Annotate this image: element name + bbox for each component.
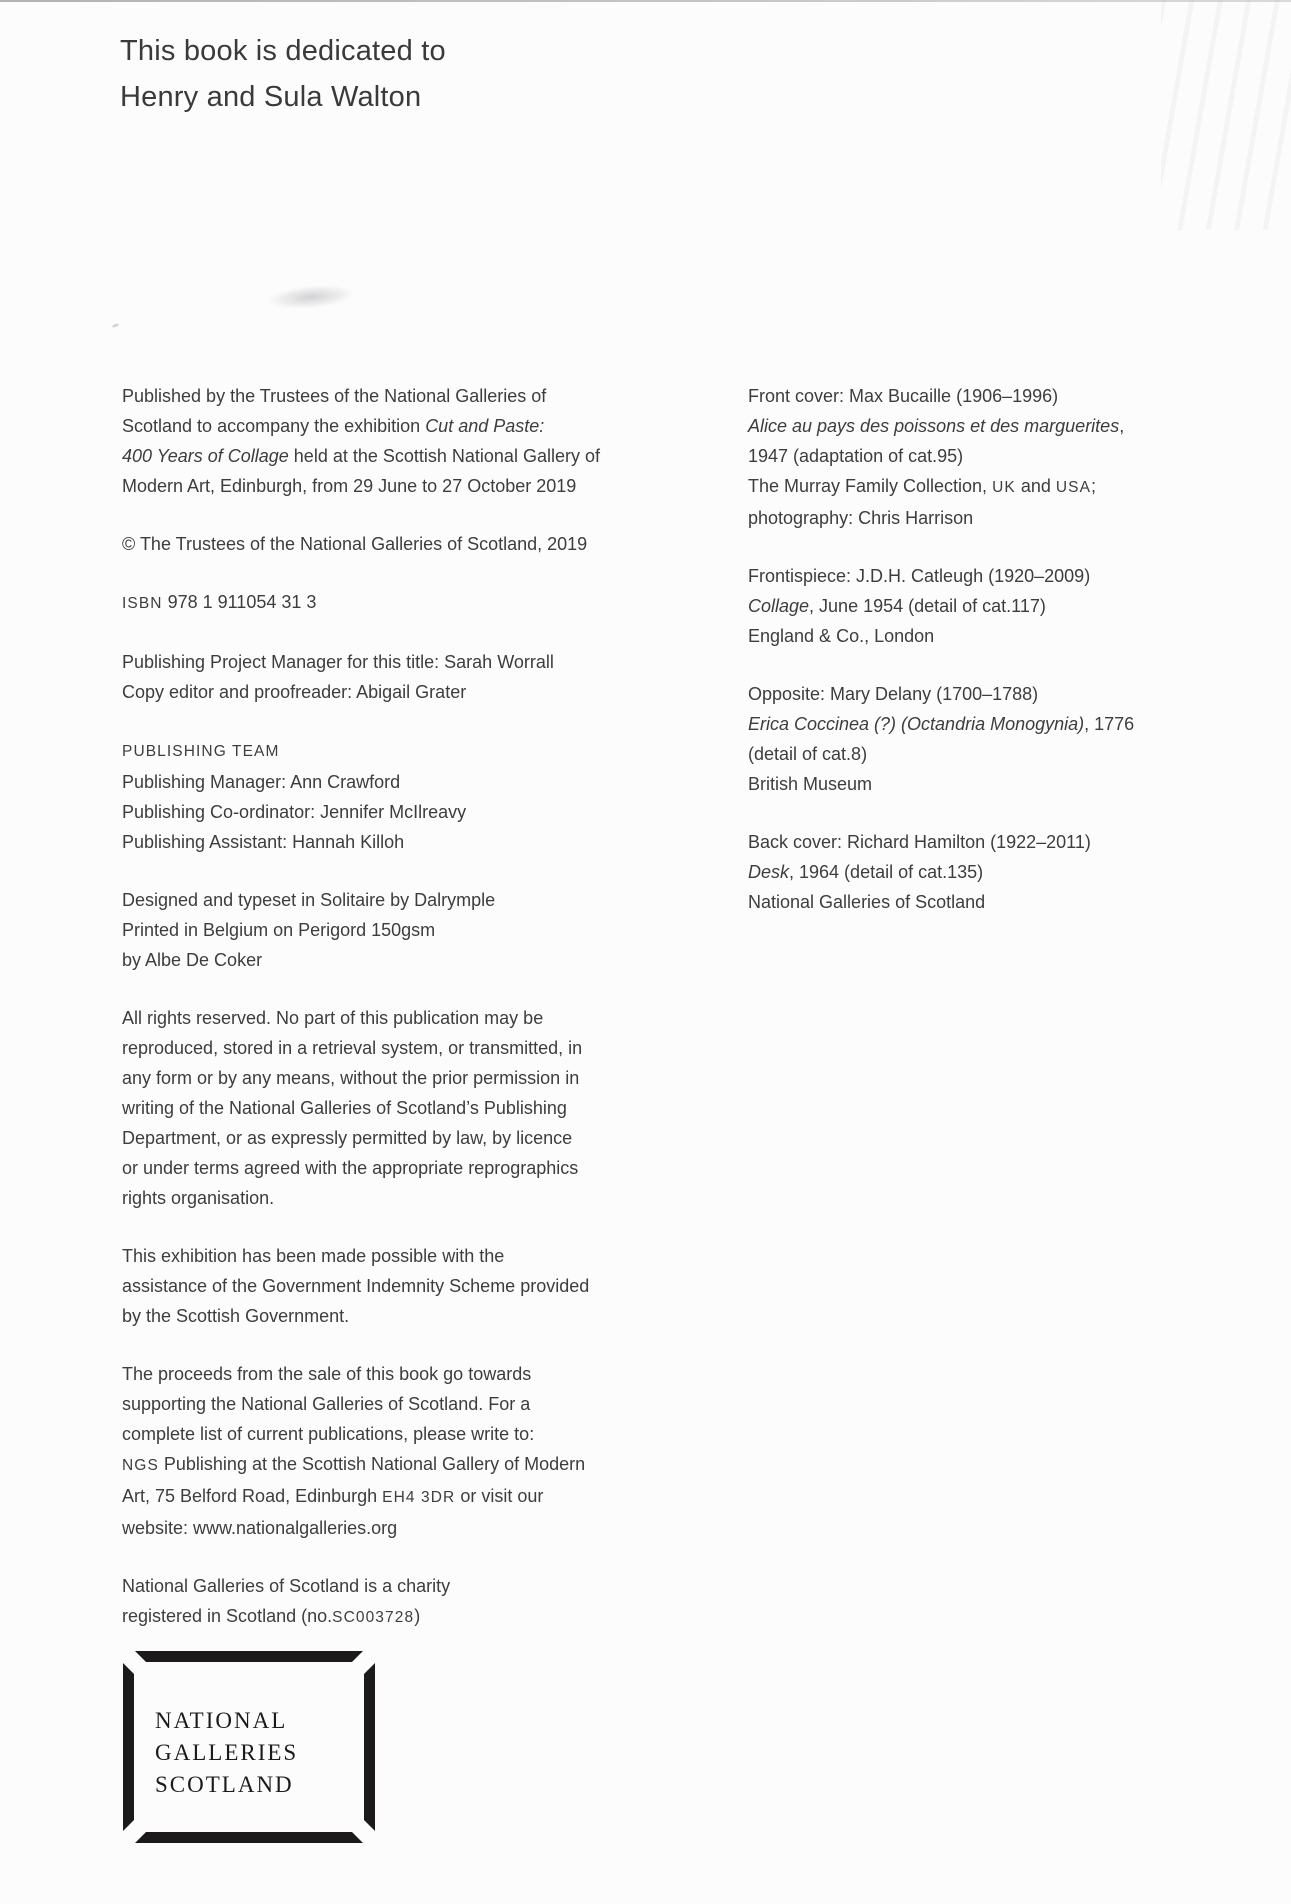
scan-dot-mark bbox=[112, 323, 120, 328]
colophon-paragraph bbox=[748, 381, 1228, 533]
text-line: Front cover: Max Bucaille (1906–1996) bbox=[748, 386, 1059, 406]
logo-word-galleries: GALLERIES bbox=[155, 1740, 299, 1765]
text-line: Designed and typeset in Solitaire by Dalrymple bbox=[122, 890, 496, 910]
text-line: Copy editor and proofreader: Abigail Grater bbox=[122, 682, 467, 702]
text-line: Publishing Assistant: Hannah Killoh bbox=[122, 832, 405, 852]
text-line: 400 Years of Collage held at the Scottish National Gallery of bbox=[122, 446, 600, 466]
logo-frame-top bbox=[135, 1651, 363, 1662]
colophon-paragraph bbox=[122, 381, 707, 501]
text-line: National Galleries of Scotland is a charity bbox=[122, 1576, 451, 1596]
text-line: any form or by any means, without the prior permission in bbox=[122, 1068, 580, 1088]
colophon-paragraph bbox=[122, 647, 707, 707]
text-line: All rights reserved. No part of this publication may be bbox=[122, 1008, 544, 1028]
text-line: Published by the Trustees of the National Galleries of bbox=[122, 386, 547, 406]
text-line: Erica Coccinea (?) (Octandria Monogynia), 1776 bbox=[748, 714, 1135, 734]
colophon-paragraph bbox=[122, 587, 707, 619]
dedication bbox=[120, 28, 446, 120]
scan-corner-streaks bbox=[1161, 0, 1291, 230]
text-line: Printed in Belgium on Perigord 150gsm bbox=[122, 920, 436, 940]
colophon-paragraph bbox=[122, 529, 707, 559]
dedication-line-1: This book is dedicated to bbox=[120, 35, 446, 67]
text-line: Collage, June 1954 (detail of cat.117) bbox=[748, 596, 1046, 616]
logo-frame-bottom bbox=[135, 1832, 363, 1843]
logo-wordmark bbox=[155, 1705, 298, 1801]
text-line: Opposite: Mary Delany (1700–1788) bbox=[748, 684, 1039, 704]
text-line: The proceeds from the sale of this book go towards bbox=[122, 1364, 532, 1384]
text-line: by the Scottish Government. bbox=[122, 1306, 350, 1326]
text-line: Department, or as expressly permitted by law, by licence bbox=[122, 1128, 573, 1148]
text-line: Publishing Project Manager for this title: Sarah Worrall bbox=[122, 652, 554, 672]
text-line: Publishing Co-ordinator: Jennifer McIlreavy bbox=[122, 802, 467, 822]
text-line: British Museum bbox=[748, 774, 873, 794]
text-line: England & Co., London bbox=[748, 626, 935, 646]
scan-smudge bbox=[267, 282, 355, 311]
text-line: Art, 75 Belford Road, Edinburgh EH4 3DR or visit our bbox=[122, 1486, 544, 1506]
colophon-paragraph bbox=[748, 679, 1228, 799]
logo-frame-right bbox=[364, 1663, 375, 1831]
text-line: NGS Publishing at the Scottish National Gallery of Modern bbox=[122, 1454, 586, 1474]
text-line: Back cover: Richard Hamilton (1922–2011) bbox=[748, 832, 1091, 852]
text-line: or under terms agreed with the appropriate reprographics bbox=[122, 1158, 579, 1178]
text-line: registered in Scotland (no.SC003728) bbox=[122, 1606, 421, 1626]
text-line: supporting the National Galleries of Scotland. For a bbox=[122, 1394, 531, 1414]
dedication-line-2: Henry and Sula Walton bbox=[120, 81, 422, 113]
colophon-paragraph bbox=[748, 827, 1228, 917]
image-credits-column bbox=[748, 381, 1228, 945]
text-line: by Albe De Coker bbox=[122, 950, 263, 970]
colophon-paragraph bbox=[122, 1003, 707, 1213]
text-line: reproduced, stored in a retrieval system, or transmitted, in bbox=[122, 1038, 583, 1058]
colophon-paragraph bbox=[748, 561, 1228, 651]
colophon-paragraph bbox=[122, 1571, 707, 1633]
text-line: Frontispiece: J.D.H. Catleugh (1920–2009) bbox=[748, 566, 1091, 586]
text-line: Alice au pays des poissons et des marguerites, bbox=[748, 416, 1125, 436]
text-line: The Murray Family Collection, UK and USA; bbox=[748, 476, 1097, 496]
text-line: This exhibition has been made possible with the bbox=[122, 1246, 505, 1266]
text-line: photography: Chris Harrison bbox=[748, 508, 974, 528]
text-line: PUBLISHING TEAM bbox=[122, 743, 280, 760]
text-line: © The Trustees of the National Galleries of Scotland, 2019 bbox=[122, 534, 588, 554]
scan-top-edge bbox=[0, 0, 1291, 2]
colophon-paragraph bbox=[122, 735, 707, 857]
colophon-paragraph bbox=[122, 885, 707, 975]
colophon-paragraph bbox=[122, 1241, 707, 1331]
text-line: Scotland to accompany the exhibition Cut and Paste: bbox=[122, 416, 545, 436]
text-line: 1947 (adaptation of cat.95) bbox=[748, 446, 964, 466]
logo-word-scotland: SCOTLAND bbox=[155, 1772, 294, 1797]
text-line: Desk, 1964 (detail of cat.135) bbox=[748, 862, 984, 882]
ngs-logo bbox=[123, 1651, 375, 1843]
text-line: writing of the National Galleries of Scotland’s Publishing bbox=[122, 1098, 567, 1118]
text-line: ISBN 978 1 911054 31 3 bbox=[122, 592, 317, 612]
text-line: assistance of the Government Indemnity Scheme provided bbox=[122, 1276, 590, 1296]
logo-word-national: NATIONAL bbox=[155, 1708, 288, 1733]
text-line: rights organisation. bbox=[122, 1188, 275, 1208]
text-line: website: www.nationalgalleries.org bbox=[122, 1518, 398, 1538]
text-line: (detail of cat.8) bbox=[748, 744, 868, 764]
publication-details-column bbox=[122, 381, 707, 1661]
text-line: National Galleries of Scotland bbox=[748, 892, 986, 912]
text-line: complete list of current publications, please write to: bbox=[122, 1424, 535, 1444]
colophon-paragraph bbox=[122, 1359, 707, 1543]
text-line: Modern Art, Edinburgh, from 29 June to 27 October 2019 bbox=[122, 476, 577, 496]
logo-frame-left bbox=[123, 1663, 134, 1831]
text-line: Publishing Manager: Ann Crawford bbox=[122, 772, 401, 792]
